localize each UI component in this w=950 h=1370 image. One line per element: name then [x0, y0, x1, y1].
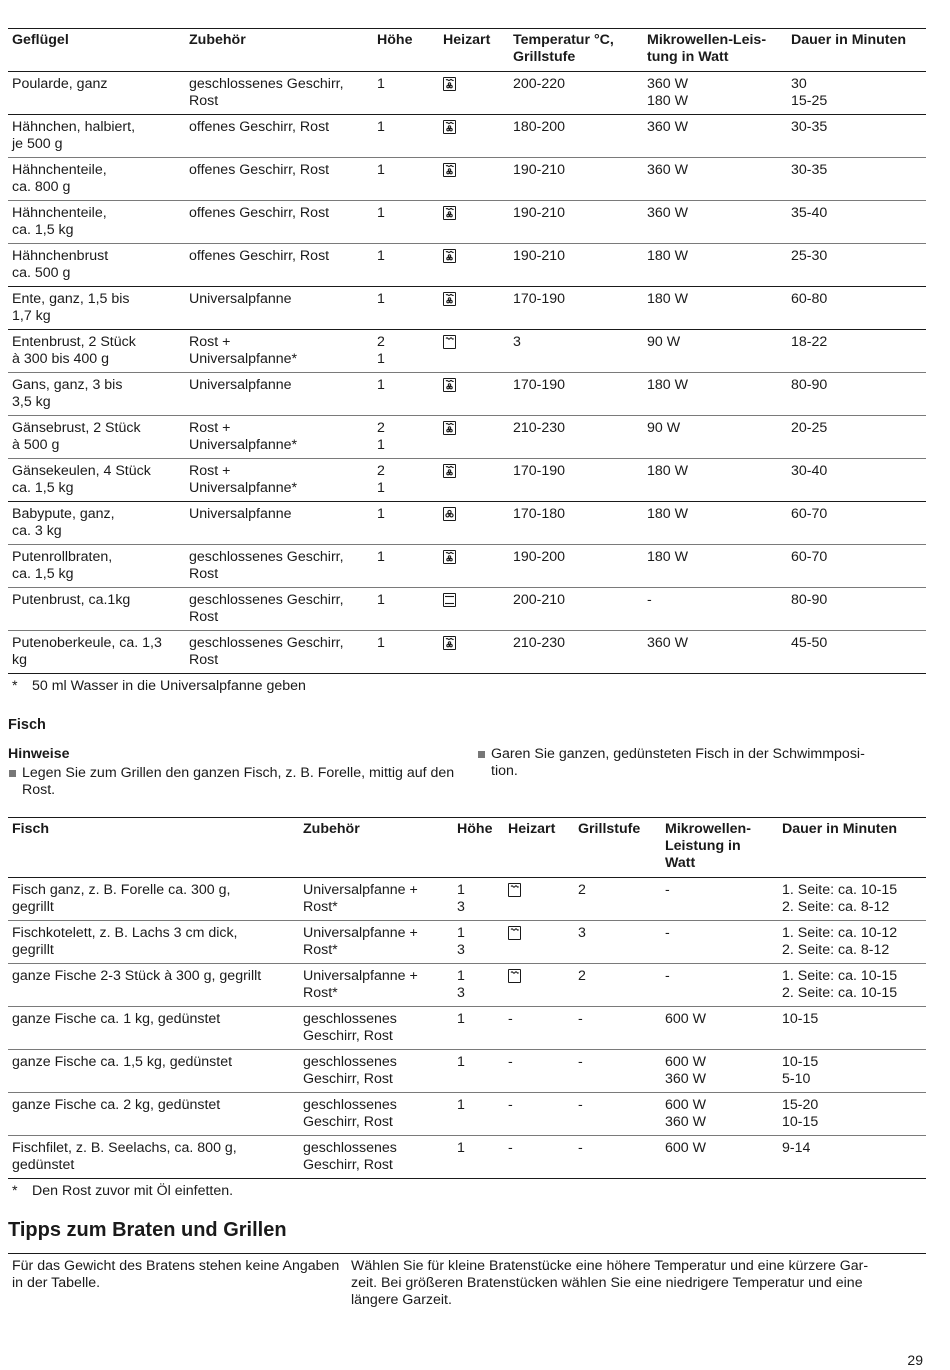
footnote-marker: *	[12, 1183, 18, 1199]
accessory-cell: offenes Geschirr, Rost	[189, 205, 330, 221]
heat-type-cell	[504, 921, 574, 964]
hot-air-grill-icon	[443, 249, 456, 263]
duration-cell: 18-22	[791, 334, 828, 350]
table-row	[8, 964, 926, 1007]
table-row	[8, 1093, 926, 1136]
heat-type-cell	[504, 878, 574, 921]
heat-type-cell	[439, 373, 509, 416]
table-row	[8, 1050, 926, 1093]
microwave-cell: -	[665, 968, 670, 984]
column-header: Geflügel	[12, 32, 69, 48]
accessory-cell: geschlossenes Geschirr, Rost	[189, 635, 344, 668]
heat-type-cell	[504, 1093, 574, 1136]
temperature-cell: 170-190	[513, 463, 566, 479]
column-header: Höhe	[377, 32, 413, 48]
column-header: Zubehör	[189, 32, 246, 48]
microwave-cell: 180 W	[647, 506, 689, 522]
accessory-cell: Universalpfanne	[189, 291, 292, 307]
duration-cell: 1. Seite: ca. 10-12 2. Seite: ca. 8-12	[782, 925, 898, 958]
heat-type-cell	[504, 1050, 574, 1093]
hot-air-grill-icon	[443, 464, 456, 478]
height-cell: 1 3	[457, 968, 465, 1001]
accessory-cell: Rost + Universalpfanne*	[189, 334, 298, 367]
grill-icon	[508, 926, 521, 940]
temperature-cell: 190-210	[513, 162, 566, 178]
fish-heading: Fisch	[8, 717, 46, 733]
microwave-cell: 360 W	[647, 205, 689, 221]
duration-cell: 60-70	[791, 506, 828, 522]
duration-cell: 15-20 10-15	[782, 1097, 819, 1130]
duration-cell: 80-90	[791, 592, 828, 608]
heat-type-text: -	[508, 1140, 513, 1156]
duration-cell: 30-40	[791, 463, 828, 479]
hot-air-icon	[443, 507, 456, 521]
food-cell: Fischfilet, z. B. Seelachs, ca. 800 g, gedünstet	[12, 1140, 237, 1173]
temperature-cell: 170-190	[513, 291, 566, 307]
table-row	[8, 373, 926, 416]
poultry-footnote	[12, 678, 926, 695]
temperature-cell: 200-210	[513, 592, 566, 608]
heat-type-cell	[504, 1136, 574, 1179]
microwave-cell: 360 W 180 W	[647, 76, 689, 109]
duration-cell: 45-50	[791, 635, 828, 651]
footnote-marker: *	[12, 678, 18, 694]
table-row	[8, 1007, 926, 1050]
grill-icon	[443, 335, 456, 349]
table-row	[8, 545, 926, 588]
food-cell: ganze Fische ca. 1,5 kg, gedünstet	[12, 1054, 233, 1070]
hot-air-grill-icon	[443, 378, 456, 392]
notes-title: Hinweise	[8, 746, 70, 762]
column-header: Heizart	[508, 821, 556, 837]
microwave-cell: 180 W	[647, 549, 689, 565]
duration-cell: 25-30	[791, 248, 828, 264]
poultry-table-header	[8, 29, 926, 72]
duration-cell: 30-35	[791, 119, 828, 135]
fish-table-header	[8, 818, 926, 878]
duration-cell: 30 15-25	[791, 76, 828, 109]
manual-page	[8, 28, 926, 1309]
height-cell: 1	[457, 1140, 465, 1156]
microwave-cell: 90 W	[647, 334, 681, 350]
page-number: 29	[907, 1352, 923, 1368]
food-cell: Gans, ganz, 3 bis 3,5 kg	[12, 377, 123, 410]
height-cell: 1	[457, 1097, 465, 1113]
table-row	[8, 459, 926, 502]
food-cell: Babypute, ganz, ca. 3 kg	[12, 506, 115, 539]
microwave-cell: 600 W	[665, 1140, 707, 1156]
accessory-cell: Universalpfanne	[189, 377, 292, 393]
microwave-cell: 360 W	[647, 119, 689, 135]
duration-cell: 1. Seite: ca. 10-15 2. Seite: ca. 10-15	[782, 968, 898, 1001]
accessory-cell: geschlossenes Geschirr, Rost	[189, 76, 344, 109]
accessory-cell: Universalpfanne + Rost*	[303, 882, 418, 915]
microwave-cell: 360 W	[647, 635, 689, 651]
grill-level-cell: 2	[578, 968, 586, 984]
height-cell: 1	[377, 377, 385, 393]
heat-type-cell	[439, 244, 509, 287]
table-row	[8, 878, 926, 921]
table-row	[8, 115, 926, 158]
temperature-cell: 210-230	[513, 420, 566, 436]
heat-type-cell	[439, 72, 509, 115]
tips-block	[8, 1253, 926, 1309]
column-header: Höhe	[457, 821, 493, 837]
tips-right-text: Wählen Sie für kleine Bratenstücke eine höhere Temperatur und eine kürzere Gar- zeit. Bei größeren Bratenstücken wählen Sie eine niedrigere Temperatur und eine längere Garzeit.	[351, 1258, 869, 1308]
microwave-cell: 180 W	[647, 248, 689, 264]
height-cell: 1 3	[457, 925, 465, 958]
accessory-cell: Universalpfanne + Rost*	[303, 968, 418, 1001]
bullet-square-icon	[477, 746, 491, 780]
fish-notes	[8, 746, 926, 799]
heat-type-cell	[504, 964, 574, 1007]
height-cell: 1	[377, 248, 385, 264]
hot-air-grill-icon	[443, 77, 456, 91]
height-cell: 1	[377, 635, 385, 651]
grill-level-cell: -	[578, 1011, 583, 1027]
grill-icon	[508, 969, 521, 983]
height-cell: 1	[377, 291, 385, 307]
heat-type-cell	[439, 416, 509, 459]
microwave-cell: -	[647, 592, 652, 608]
table-row	[8, 588, 926, 631]
height-cell: 1	[457, 1054, 465, 1070]
food-cell: Fisch ganz, z. B. Forelle ca. 300 g, gegrillt	[12, 882, 231, 915]
column-header: Fisch	[12, 821, 50, 837]
fish-footnote	[12, 1183, 926, 1200]
height-cell: 1	[377, 549, 385, 565]
hot-air-grill-icon	[443, 206, 456, 220]
food-cell: Putenoberkeule, ca. 1,3 kg	[12, 635, 162, 668]
height-cell: 1	[377, 119, 385, 135]
note-text: Garen Sie ganzen, gedünsteten Fisch in der Schwimmposi- tion.	[491, 746, 865, 779]
duration-cell: 20-25	[791, 420, 828, 436]
accessory-cell: Universalpfanne + Rost*	[303, 925, 418, 958]
temperature-cell: 190-210	[513, 248, 566, 264]
heat-type-text: -	[508, 1054, 513, 1070]
hot-air-grill-icon	[443, 292, 456, 306]
food-cell: ganze Fische 2-3 Stück à 300 g, gegrillt	[12, 968, 262, 984]
column-header: Zubehör	[303, 821, 360, 837]
microwave-cell: 600 W 360 W	[665, 1097, 707, 1130]
table-row	[8, 158, 926, 201]
column-header: Temperatur °C, Grillstufe	[513, 32, 614, 65]
microwave-cell: 600 W 360 W	[665, 1054, 707, 1087]
food-cell: Fischkotelett, z. B. Lachs 3 cm dick, gegrillt	[12, 925, 238, 958]
accessory-cell: geschlossenes Geschirr, Rost	[189, 592, 344, 625]
food-cell: Putenrollbraten, ca. 1,5 kg	[12, 549, 113, 582]
table-row	[8, 921, 926, 964]
heat-type-text: -	[508, 1097, 513, 1113]
heat-type-cell	[439, 115, 509, 158]
table-row	[8, 287, 926, 330]
temperature-cell: 190-200	[513, 549, 566, 565]
table-row	[8, 502, 926, 545]
heat-type-cell	[439, 330, 509, 373]
accessory-cell: geschlossenes Geschirr, Rost	[303, 1011, 397, 1044]
microwave-cell: 360 W	[647, 162, 689, 178]
table-row	[8, 631, 926, 674]
heat-type-cell	[439, 201, 509, 244]
height-cell: 1	[377, 592, 385, 608]
heat-type-cell	[439, 545, 509, 588]
grill-level-cell: 3	[578, 925, 586, 941]
note-text: Legen Sie zum Grillen den ganzen Fisch, z. B. Forelle, mittig auf den Rost.	[22, 765, 455, 798]
food-cell: ganze Fische ca. 2 kg, gedünstet	[12, 1097, 221, 1113]
microwave-cell: -	[665, 882, 670, 898]
temperature-cell: 200-220	[513, 76, 566, 92]
food-cell: Gänsekeulen, 4 Stück ca. 1,5 kg	[12, 463, 151, 496]
grill-level-cell: 2	[578, 882, 586, 898]
heat-type-cell	[439, 158, 509, 201]
top-bottom-heat-icon	[443, 593, 456, 607]
accessory-cell: geschlossenes Geschirr, Rost	[303, 1140, 397, 1173]
poultry-table	[8, 28, 926, 674]
heat-type-cell	[439, 459, 509, 502]
note-item	[477, 746, 926, 780]
height-cell: 1	[377, 162, 385, 178]
food-cell: ganze Fische ca. 1 kg, gedünstet	[12, 1011, 221, 1027]
accessory-cell: Universalpfanne	[189, 506, 292, 522]
microwave-cell: 180 W	[647, 377, 689, 393]
temperature-cell: 3	[513, 334, 521, 350]
column-header: Dauer in Minuten	[791, 32, 907, 48]
column-header: Heizart	[443, 32, 491, 48]
hot-air-grill-icon	[443, 120, 456, 134]
height-cell: 2 1	[377, 420, 385, 453]
food-cell: Poularde, ganz	[12, 76, 108, 92]
height-cell: 1	[457, 1011, 465, 1027]
tips-left-text: Für das Gewicht des Bratens stehen keine Angaben in der Tabelle.	[12, 1258, 340, 1291]
duration-cell: 1. Seite: ca. 10-15 2. Seite: ca. 8-12	[782, 882, 898, 915]
food-cell: Putenbrust, ca.1kg	[12, 592, 131, 608]
duration-cell: 60-70	[791, 549, 828, 565]
table-row	[8, 416, 926, 459]
table-row	[8, 72, 926, 115]
duration-cell: 80-90	[791, 377, 828, 393]
temperature-cell: 170-180	[513, 506, 566, 522]
column-header: Grillstufe	[578, 821, 641, 837]
accessory-cell: offenes Geschirr, Rost	[189, 248, 330, 264]
hot-air-grill-icon	[443, 550, 456, 564]
hot-air-grill-icon	[443, 421, 456, 435]
column-header: Dauer in Minuten	[782, 821, 898, 837]
height-cell: 1	[377, 76, 385, 92]
table-row	[8, 330, 926, 373]
food-cell: Hähnchenteile, ca. 800 g	[12, 162, 107, 195]
microwave-cell: 600 W	[665, 1011, 707, 1027]
height-cell: 1	[377, 205, 385, 221]
note-item	[8, 765, 457, 799]
table-row	[8, 1136, 926, 1179]
accessory-cell: geschlossenes Geschirr, Rost	[189, 549, 344, 582]
food-cell: Hähnchen, halbiert, je 500 g	[12, 119, 136, 152]
heat-type-cell	[439, 588, 509, 631]
height-cell: 1 3	[457, 882, 465, 915]
microwave-cell: 180 W	[647, 463, 689, 479]
footnote-text: 50 ml Wasser in die Universalpfanne geben	[32, 678, 306, 694]
duration-cell: 9-14	[782, 1140, 811, 1156]
food-cell: Hähnchenteile, ca. 1,5 kg	[12, 205, 107, 238]
duration-cell: 10-15 5-10	[782, 1054, 819, 1087]
height-cell: 2 1	[377, 334, 385, 367]
accessory-cell: geschlossenes Geschirr, Rost	[303, 1097, 397, 1130]
microwave-cell: 90 W	[647, 420, 681, 436]
duration-cell: 30-35	[791, 162, 828, 178]
food-cell: Hähnchenbrust ca. 500 g	[12, 248, 109, 281]
temperature-cell: 210-230	[513, 635, 566, 651]
accessory-cell: offenes Geschirr, Rost	[189, 119, 330, 135]
bullet-square-icon	[8, 765, 22, 799]
grill-level-cell: -	[578, 1140, 583, 1156]
food-cell: Ente, ganz, 1,5 bis 1,7 kg	[12, 291, 130, 324]
accessory-cell: Rost + Universalpfanne*	[189, 420, 298, 453]
height-cell: 2 1	[377, 463, 385, 496]
heat-type-cell	[439, 631, 509, 674]
accessory-cell: Rost + Universalpfanne*	[189, 463, 298, 496]
column-header: Mikrowellen- Leistung in Watt	[665, 821, 751, 871]
food-cell: Entenbrust, 2 Stück à 300 bis 400 g	[12, 334, 136, 367]
grill-icon	[508, 883, 521, 897]
hot-air-grill-icon	[443, 163, 456, 177]
accessory-cell: offenes Geschirr, Rost	[189, 162, 330, 178]
duration-cell: 35-40	[791, 205, 828, 221]
heat-type-cell	[439, 287, 509, 330]
heat-type-cell	[439, 502, 509, 545]
heat-type-text: -	[508, 1011, 513, 1027]
table-row	[8, 201, 926, 244]
microwave-cell: -	[665, 925, 670, 941]
accessory-cell: geschlossenes Geschirr, Rost	[303, 1054, 397, 1087]
tips-heading: Tipps zum Braten und Grillen	[8, 1219, 287, 1241]
hot-air-grill-icon	[443, 636, 456, 650]
height-cell: 1	[377, 506, 385, 522]
fish-table	[8, 817, 926, 1179]
temperature-cell: 180-200	[513, 119, 566, 135]
column-header: Mikrowellen-Leis- tung in Watt	[647, 32, 767, 65]
food-cell: Gänsebrust, 2 Stück à 500 g	[12, 420, 141, 453]
microwave-cell: 180 W	[647, 291, 689, 307]
footnote-text: Den Rost zuvor mit Öl einfetten.	[32, 1183, 234, 1199]
heat-type-cell	[504, 1007, 574, 1050]
duration-cell: 10-15	[782, 1011, 819, 1027]
grill-level-cell: -	[578, 1097, 583, 1113]
grill-level-cell: -	[578, 1054, 583, 1070]
table-row	[8, 244, 926, 287]
temperature-cell: 170-190	[513, 377, 566, 393]
temperature-cell: 190-210	[513, 205, 566, 221]
duration-cell: 60-80	[791, 291, 828, 307]
